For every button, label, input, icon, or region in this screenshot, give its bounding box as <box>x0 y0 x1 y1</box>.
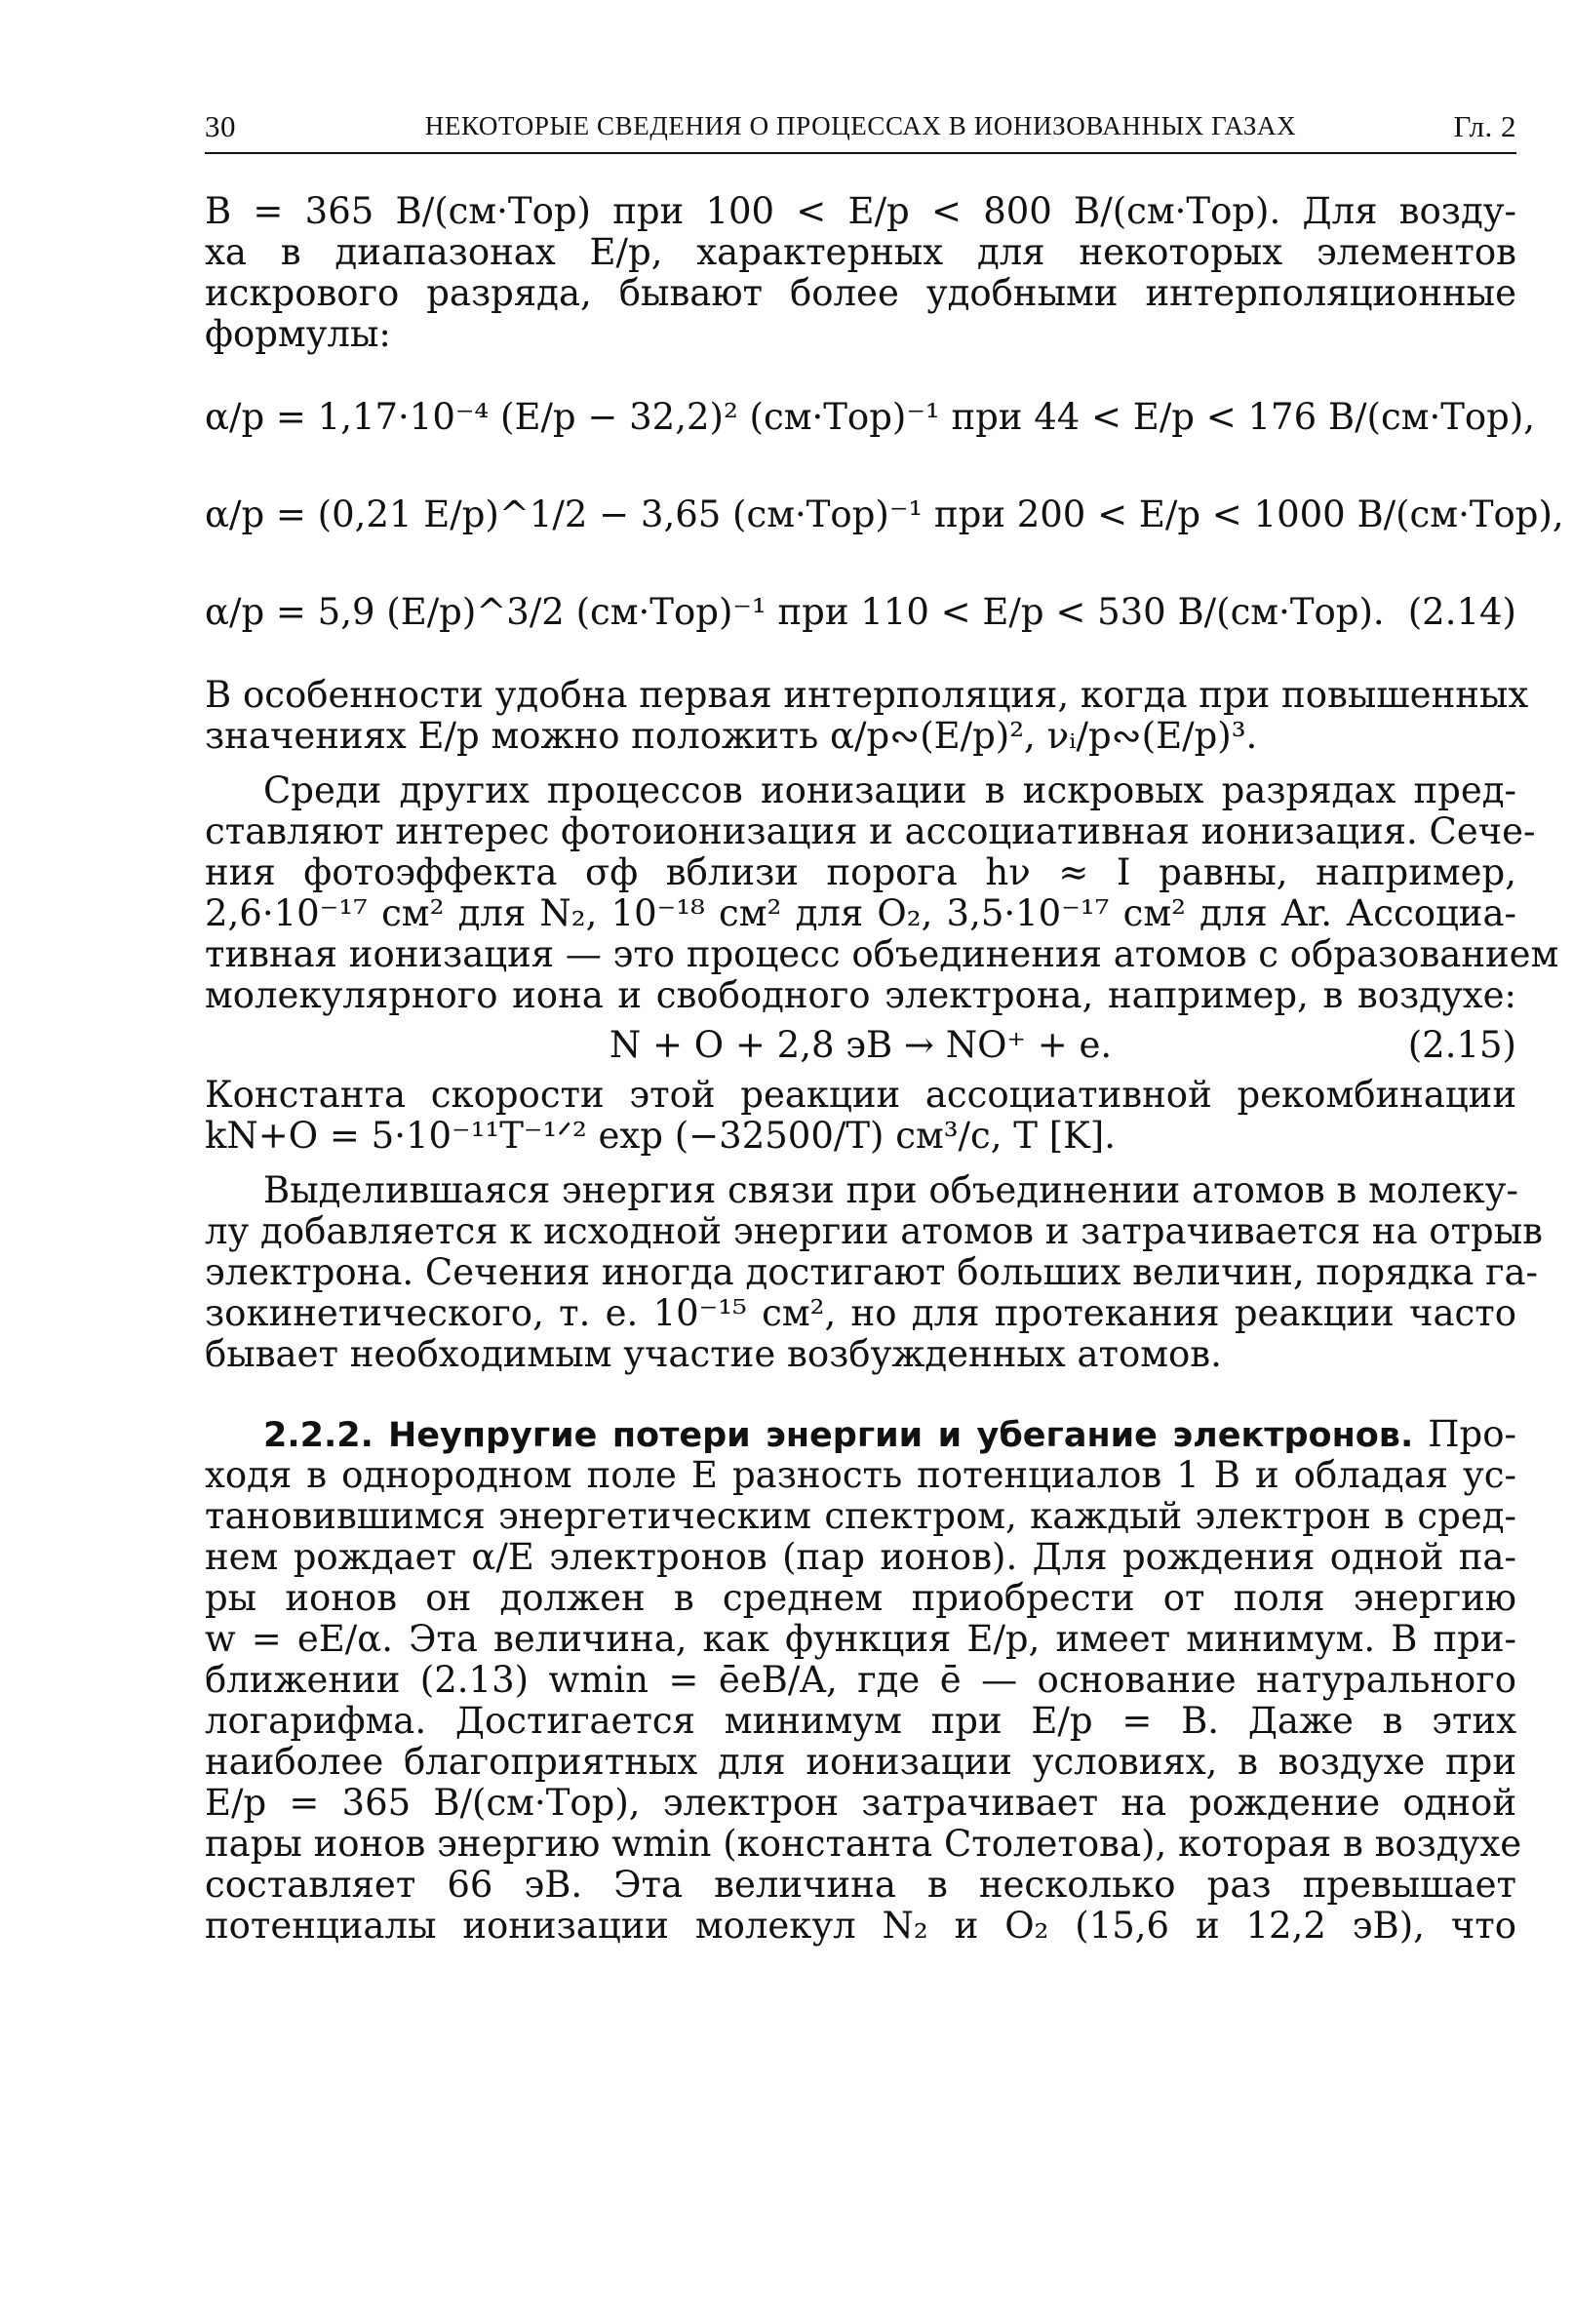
formula-3-text: α/p = 5,9 (E/p)^3/2 (см·Тор)⁻¹ при 110 < E/p < 530 В/(см·Тор). <box>205 591 1385 633</box>
equation-number: (2.15) <box>1407 1024 1516 1066</box>
text-line: ближении (2.13) wmin = ēeB/A, где ē — основание натурального <box>205 1659 1516 1701</box>
formula-3 <box>205 564 1516 661</box>
formula-1: α/p = 1,17·10⁻⁴ (E/p − 32,2)² (см·Тор)⁻¹ при 44 < E/p < 176 В/(см·Тор), <box>205 396 1536 438</box>
section-2-2-2 <box>205 1413 1522 1947</box>
section-line-rest: Про- <box>1428 1413 1517 1455</box>
section-heading-line <box>205 1414 1516 1455</box>
text-line: ха в диапазонах E/p, характерных для некоторых элементов <box>205 231 1516 273</box>
text-line: Среди других процессов ионизации в искровых разрядах пред- <box>263 769 1516 811</box>
text-line: ния фотоэффекта σф вблизи порога hν ≈ I равны, например, <box>205 851 1516 893</box>
spacer <box>205 1375 1516 1414</box>
text-line: тивная ионизация — это процесс объединения атомов с образованием <box>205 933 1559 975</box>
text-line: w = eE/α. Эта величина, как функция E/p, имеет минимум. В при- <box>205 1618 1516 1660</box>
text-line: ходя в однородном поле E разность потенциалов 1 В и обладая ус- <box>205 1454 1516 1496</box>
paragraph-3 <box>205 769 1559 1016</box>
text-line: лу добавляется к исходной энергии атомов и затрачивается на отрыв <box>205 1210 1543 1252</box>
text-line: потенциалы ионизации молекул N₂ и O₂ (15,6 и 12,2 эВ), что <box>205 1905 1516 1947</box>
spacer <box>205 757 1516 770</box>
paragraph-2 <box>205 674 1529 757</box>
equation-number: (2.14) <box>1407 591 1516 633</box>
text-line: логарифма. Достигается минимум при E/p = B. Даже в этих <box>205 1700 1516 1742</box>
page-number: 30 <box>205 109 236 143</box>
paragraph-1 <box>205 191 1516 355</box>
running-head <box>205 109 1516 148</box>
text-line: бывает необходимым участие возбужденных атомов. <box>205 1333 1222 1375</box>
spacer <box>205 661 1516 675</box>
text-line: зокинетического, т. е. 10⁻¹⁵ см², но для протекания реакции часто <box>205 1292 1516 1334</box>
text-line: составляет 66 эВ. Эта величина в несколько раз превышает <box>205 1864 1516 1906</box>
text-line: Константа скорости этой реакции ассоциативной рекомбинации <box>205 1074 1516 1116</box>
text-line: искрового разряда, бывают более удобными интерполяционные <box>205 272 1516 314</box>
equation-2-15 <box>205 1016 1516 1075</box>
text-line: электрона. Сечения иногда достигают больших величин, порядка га- <box>205 1251 1539 1293</box>
page-body <box>205 190 1564 1947</box>
chapter-label: Гл. 2 <box>1453 109 1516 143</box>
section-title: Неупругие потери энергии и убегание электронов. <box>387 1416 1414 1455</box>
text-line: значениях E/p можно положить α/p∾(E/p)², νᵢ/p∾(E/p)³. <box>205 715 1258 757</box>
text-line: тановившимся энергетическим спектром, каждый электрон в сред- <box>205 1495 1516 1537</box>
text-line: ставляют интерес фотоионизация и ассоциативная ионизация. Сече- <box>205 810 1536 852</box>
text-line: нем рождает α/E электронов (пар ионов). Для рождения одной па- <box>205 1536 1516 1578</box>
text-line: E/p = 365 В/(см·Тор), электрон затрачивает на рождение одной <box>205 1782 1516 1824</box>
text-line: молекулярного иона и свободного электрона, например, в воздухе: <box>205 974 1516 1016</box>
spacer <box>205 1157 1516 1170</box>
equation-text: N + O + 2,8 эВ → NO⁺ + e. <box>609 1024 1113 1066</box>
spacer <box>205 355 1516 369</box>
text-line: наиболее благоприятных для ионизации условиях, в воздухе при <box>205 1741 1516 1783</box>
formula-2: α/p = (0,21 E/p)^1/2 − 3,65 (см·Тор)⁻¹ при 200 < E/p < 1000 В/(см·Тор), <box>205 493 1564 535</box>
text-line: B = 365 В/(см·Тор) при 100 < E/p < 800 В/(см·Тор). Для возду- <box>205 190 1516 232</box>
running-title: НЕКОТОРЫЕ СВЕДЕНИЯ О ПРОЦЕССАХ В ИОНИЗОВАННЫХ ГАЗАХ <box>424 111 1297 140</box>
paragraph-5 <box>205 1169 1543 1375</box>
text-line: kN+O = 5·10⁻¹¹T⁻¹ᐟ² exp (−32500/T) см³/с, T [K]. <box>205 1115 1116 1157</box>
text-line: пары ионов энергию wmin (константа Столетова), которая в воздухе <box>205 1823 1522 1865</box>
paragraph-4 <box>205 1075 1516 1157</box>
text-line: Выделившаяся энергия связи при объединении атомов в молеку- <box>263 1169 1518 1211</box>
text-line: ры ионов он должен в среднем приобрести от поля энергию <box>205 1577 1516 1619</box>
section-number: 2.2.2. <box>263 1416 374 1455</box>
header-rule <box>205 152 1516 154</box>
text-line: формулы: <box>205 313 391 355</box>
text-line: В особенности удобна первая интерполяция, когда при повышенных <box>205 674 1529 716</box>
text-line: 2,6·10⁻¹⁷ см² для N₂, 10⁻¹⁸ см² для O₂, 3,5·10⁻¹⁷ см² для Ar. Ассоциа- <box>205 892 1516 934</box>
